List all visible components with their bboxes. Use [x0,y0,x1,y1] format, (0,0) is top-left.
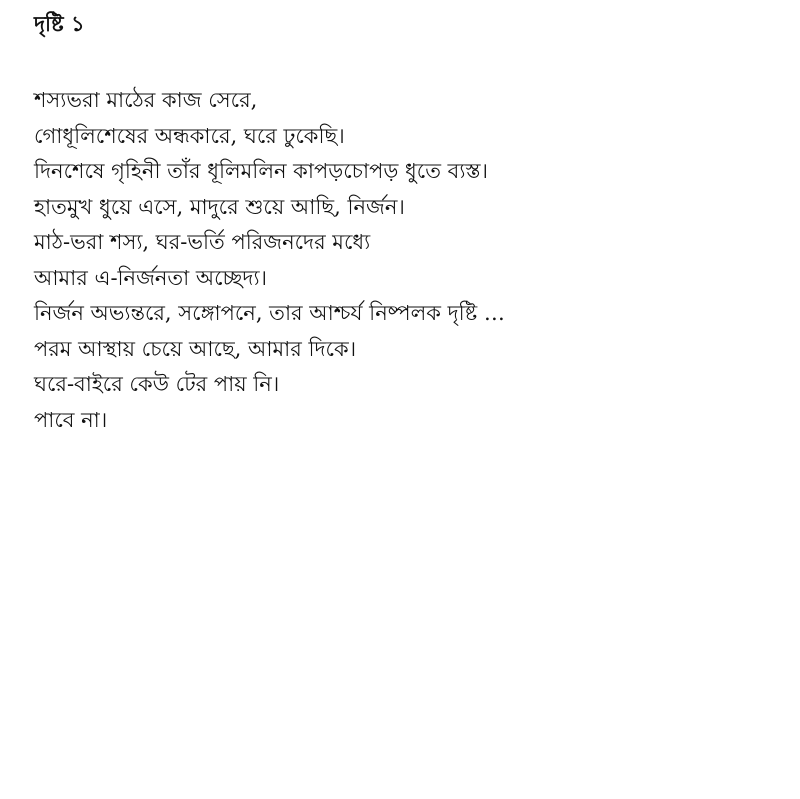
poem-line: দিনশেষে গৃহিনী তাঁর ধূলিমলিন কাপড়চোপড় ধুতে ব্যস্ত। [34,159,489,183]
poem-line: পাবে না। [34,407,108,432]
poem-line: গোধূলিশেষের অন্ধকারে, ঘরে ঢুকেছি। [34,123,345,148]
poem-line: হাতমুখ ধুয়ে এসে, মাদুরে শুয়ে আছি, নির্জন। [34,194,405,219]
poem-line: পরম আস্থায় চেয়ে আছে, আমার দিকে। [34,336,357,361]
poem-line: ঘরে-বাইরে কেউ টের পায় নি। [34,372,280,396]
poem-line: নির্জন অভ্যন্তরে, সঙ্গোপনে, তার আশ্চর্য নিষ্পলক দৃষ্টি … [34,301,505,325]
poem-line: শস্যভরা মাঠের কাজ সেরে, [34,88,258,112]
poem-title: দৃষ্টি ১ [34,11,85,36]
poem-line: মাঠ-ভরা শস্য, ঘর-ভর্তি পরিজনদের মধ্যে [34,230,371,254]
poem-line: আমার এ-নির্জনতা অচ্ছেদ্য। [34,265,268,290]
poem-body [34,83,505,438]
